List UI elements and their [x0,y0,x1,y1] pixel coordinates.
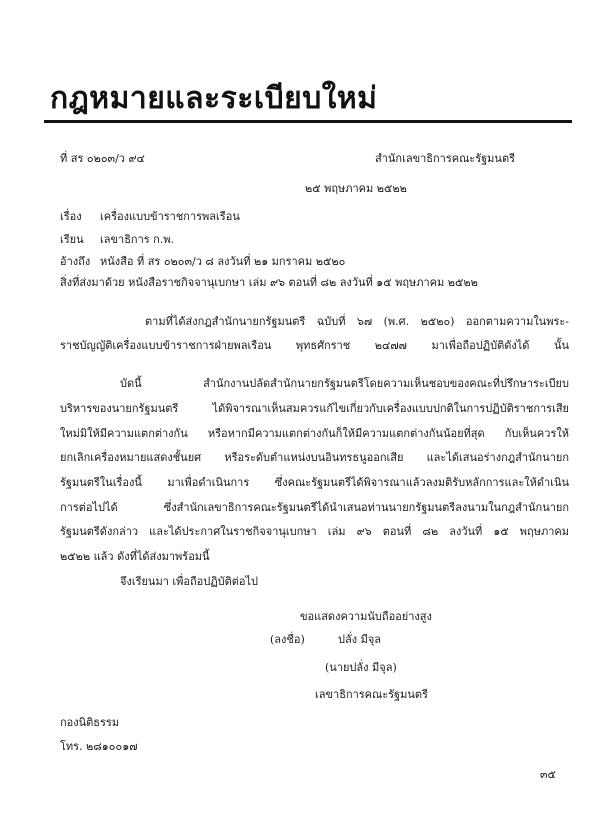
signature-name: ปลั่ง มีจุล [338,633,382,646]
body-line: ใหม่มิให้มีความแตกต่างกัน หรือหากมีความแตกต่างกันก็ให้มีความแตกต่างกันน้อยที่สุด กับเห็นควรให้ [60,427,569,440]
body-line: จึงเรียนมา เพื่อถือปฏิบัติต่อไป [120,575,259,588]
reference-text: หนังสือ ที่ สร ๐๒๐๓/ว ๘ ลงวันที่ ๒๑ มกราคม ๒๕๒๐ [100,255,346,268]
page-title: กฎหมายและระเบียบใหม่ [50,81,378,116]
page-number: ๓๕ [540,768,556,781]
recipient-label: เรียน [60,233,84,246]
signatory-printed-name: (นายปลั่ง มีจุล) [325,661,397,674]
signatory-title: เลขาธิการคณะรัฐมนตรี [315,688,428,701]
body-line: ยกเลิกเครื่องหมายแสดงชั้นยศ หรือระดับตำแหน่งบนอินทรธนูออกเสีย และได้เสนอร่างกฎสำนักนายก [60,451,569,464]
phone-number: โทร. ๒๘๑๐๐๑๗ [60,740,138,753]
body-line: ตามที่ได้ส่งกฎสำนักนายกรัฐมนตรี ฉบับที่ ๖๗ (พ.ศ. ๒๕๒๐) ออกตามความในพระ- [145,315,569,328]
body-line: รัฐมนตรีดังกล่าว และได้ประกาศในราชกิจจานุเบกษา เล่ม ๙๖ ตอนที่ ๘๒ ลงวันที่ ๑๕ พฤษภาคม [60,525,569,538]
issuing-office: สำนักเลขาธิการคณะรัฐมนตรี [375,152,515,165]
letter-date: ๒๕ พฤษภาคม ๒๕๒๒ [305,182,407,195]
header-rule [44,120,572,123]
closing-salutation: ขอแสดงความนับถืออย่างสูง [300,610,432,623]
body-line: บริหารของนายกรัฐมนตรี ได้พิจารณาเห็นสมควรแก้ไขเกี่ยวกับเครื่องแบบปกติในการปฏิบัติราชการเสีย [60,402,569,415]
body-line: ๒๕๒๒ แล้ว ดังที่ได้ส่งมาพร้อมนี้ [60,550,210,563]
reference-number: ที่ สร ๐๒๐๓/ว ๙๔ [60,152,145,165]
body-line: การต่อไปได้ ซึ่งสำนักเลขาธิการคณะรัฐมนตรีได้นำเสนอท่านนายกรัฐมนตรีลงนามในกฎสำนักนายก [60,501,569,514]
enclosure-text: สิ่งที่ส่งมาด้วย หนังสือราชกิจจานุเบกษา เล่ม ๙๖ ตอนที่ ๘๒ ลงวันที่ ๑๕ พฤษภาคม ๒๕๒๒ [60,276,478,289]
reference-label: อ้างถึง [60,255,91,268]
subject-label: เรื่อง [60,210,82,223]
recipient-text: เลขาธิการ ก.พ. [100,233,175,246]
signature-label: (ลงชื่อ) [270,633,305,646]
body-line: ราชบัญญัติเครื่องแบบข้าราชการฝ่ายพลเรือน พุทธศักราช ๒๔๗๗ มาเพื่อถือปฏิบัติดังได้ นั้น [60,339,569,352]
body-line: บัดนี้ สำนักงานปลัดสำนักนายกรัฐมนตรีโดยความเห็นชอบของคณะที่ปรึกษาระเบียบ [120,377,569,390]
subject-text: เครื่องแบบข้าราชการพลเรือน [100,210,240,223]
body-line: รัฐมนตรีในเรื่องนี้ มาเพื่อดำเนินการ ซึ่งคณะรัฐมนตรีได้พิจารณาแล้วลงมติรับหลักการและให้ดำเนิน [60,476,569,489]
department: กองนิติธรรม [60,716,120,729]
